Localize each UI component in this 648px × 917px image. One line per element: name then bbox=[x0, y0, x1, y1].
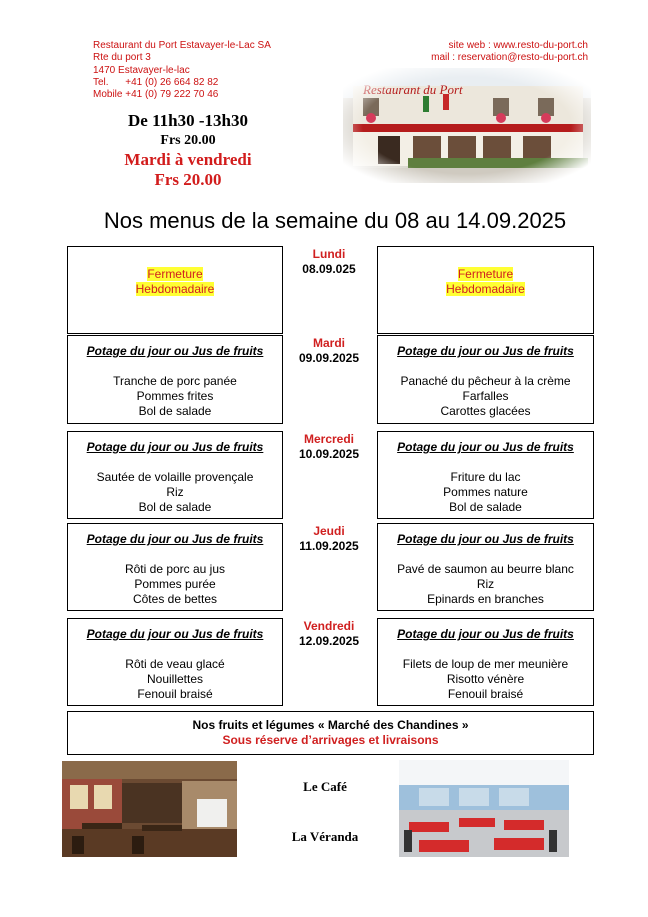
veranda-label: La Véranda bbox=[291, 829, 359, 844]
contact-info bbox=[431, 40, 588, 65]
menu-item: Sautée de volaille provençale bbox=[96, 470, 254, 484]
day-date: 11.09.2025 bbox=[299, 539, 359, 553]
closed-label: Hebdomadaire bbox=[135, 282, 215, 296]
menu-item: Pavé de saumon au beurre blanc bbox=[397, 562, 574, 576]
footer-disclaimer: Sous réserve d’arrivages et livraisons bbox=[222, 733, 439, 747]
menu-item: Pommes frites bbox=[136, 389, 214, 403]
address-line: Mobile +41 (0) 79 222 70 46 bbox=[93, 89, 219, 101]
address-line: Rte du port 3 bbox=[93, 52, 151, 64]
website-link[interactable]: site web : www.resto-du-port.ch bbox=[448, 40, 588, 51]
day-name: Mardi bbox=[312, 336, 345, 350]
day-date: 08.09.025 bbox=[302, 262, 356, 276]
hours-days: Mardi à vendredi bbox=[124, 150, 252, 169]
menu-box-right-mercredi bbox=[377, 431, 594, 519]
veranda-interior-image bbox=[399, 760, 569, 857]
email-link[interactable]: mail : reservation@resto-du-port.ch bbox=[431, 52, 588, 64]
menu-box-left-vendredi bbox=[67, 618, 283, 706]
hours-price: Frs 20.00 bbox=[160, 133, 216, 148]
day-date: 12.09.2025 bbox=[298, 634, 360, 648]
hours-price-red: Frs 20.00 bbox=[154, 170, 222, 189]
soup-label: Potage du jour ou Jus de fruits bbox=[86, 532, 264, 546]
menu-item: Riz bbox=[166, 485, 184, 499]
soup-label: Potage du jour ou Jus de fruits bbox=[397, 440, 574, 454]
closed-label: Hebdomadaire bbox=[446, 282, 525, 296]
menu-box-left-jeudi bbox=[67, 523, 283, 611]
menu-item: Filets de loup de mer meunière bbox=[402, 657, 569, 671]
soup-label: Potage du jour ou Jus de fruits bbox=[86, 344, 264, 358]
day-date: 10.09.2025 bbox=[298, 447, 360, 461]
menu-item: Friture du lac bbox=[450, 470, 521, 484]
menu-item: Pommes purée bbox=[134, 577, 216, 591]
menu-box-right-lundi bbox=[377, 246, 594, 334]
day-lundi bbox=[281, 247, 377, 277]
soup-label: Potage du jour ou Jus de fruits bbox=[86, 440, 264, 454]
day-date: 09.09.2025 bbox=[298, 351, 360, 365]
menu-item: Nouillettes bbox=[146, 672, 204, 686]
day-mardi bbox=[281, 336, 377, 366]
footer-notice bbox=[67, 711, 594, 755]
menu-box-right-vendredi bbox=[377, 618, 594, 706]
menu-item: Panaché du pêcheur à la crème bbox=[400, 374, 571, 388]
day-name: Mercredi bbox=[303, 432, 355, 446]
day-mercredi bbox=[281, 432, 377, 462]
cafe-label: Le Café bbox=[303, 779, 347, 794]
address-line: Restaurant du Port Estavayer-le-Lac SA bbox=[93, 40, 271, 51]
hours-time: De 11h30 -13h30 bbox=[128, 111, 248, 130]
menu-item: Carottes glacées bbox=[440, 404, 531, 418]
menu-item: Bol de salade bbox=[138, 500, 212, 514]
closed-label: Fermeture bbox=[457, 267, 514, 281]
day-jeudi bbox=[281, 524, 377, 554]
day-name: Vendredi bbox=[303, 619, 355, 633]
menu-item: Côtes de bettes bbox=[132, 592, 218, 606]
soup-label: Potage du jour ou Jus de fruits bbox=[397, 532, 574, 546]
menu-box-left-mardi bbox=[67, 335, 283, 424]
page-title: Nos menus de la semaine du 08 au 14.09.2025 bbox=[103, 208, 567, 233]
menu-item: Epinards en branches bbox=[427, 592, 544, 606]
menu-box-right-mardi bbox=[377, 335, 594, 424]
day-name: Lundi bbox=[312, 247, 346, 261]
soup-label: Potage du jour ou Jus de fruits bbox=[397, 627, 574, 641]
menu-item: Farfalles bbox=[462, 389, 509, 403]
menu-item: Rôti de veau glacé bbox=[125, 657, 225, 671]
menu-box-right-jeudi bbox=[377, 523, 594, 611]
menu-item: Tranche de porc panée bbox=[113, 374, 237, 388]
menu-box-left-lundi bbox=[67, 246, 283, 334]
day-vendredi bbox=[281, 619, 377, 649]
address-line: 1470 Estavayer-le-lac bbox=[93, 64, 190, 76]
menu-item: Rôti de porc au jus bbox=[124, 562, 226, 576]
soup-label: Potage du jour ou Jus de fruits bbox=[397, 344, 574, 358]
address-line: Tel. +41 (0) 26 664 82 82 bbox=[93, 76, 219, 88]
menu-item: Pommes nature bbox=[443, 485, 528, 499]
menu-item: Fenouil braisé bbox=[447, 687, 524, 701]
cafe-interior-image bbox=[62, 761, 237, 857]
soup-label: Potage du jour ou Jus de fruits bbox=[86, 627, 264, 641]
menu-item: Bol de salade bbox=[449, 500, 522, 514]
menu-item: Bol de salade bbox=[138, 404, 212, 418]
menu-item: Fenouil braisé bbox=[137, 687, 213, 701]
menu-item: Risotto vénère bbox=[446, 672, 525, 686]
footer-market-line: Nos fruits et légumes « Marché des Chandines » bbox=[192, 718, 469, 732]
restaurant-storefront-image bbox=[343, 68, 591, 183]
closed-label: Fermeture bbox=[147, 267, 203, 281]
restaurant-address bbox=[93, 40, 271, 101]
day-name: Jeudi bbox=[313, 524, 345, 538]
menu-box-left-mercredi bbox=[67, 431, 283, 519]
menu-item: Riz bbox=[476, 577, 495, 591]
opening-hours bbox=[93, 111, 283, 190]
